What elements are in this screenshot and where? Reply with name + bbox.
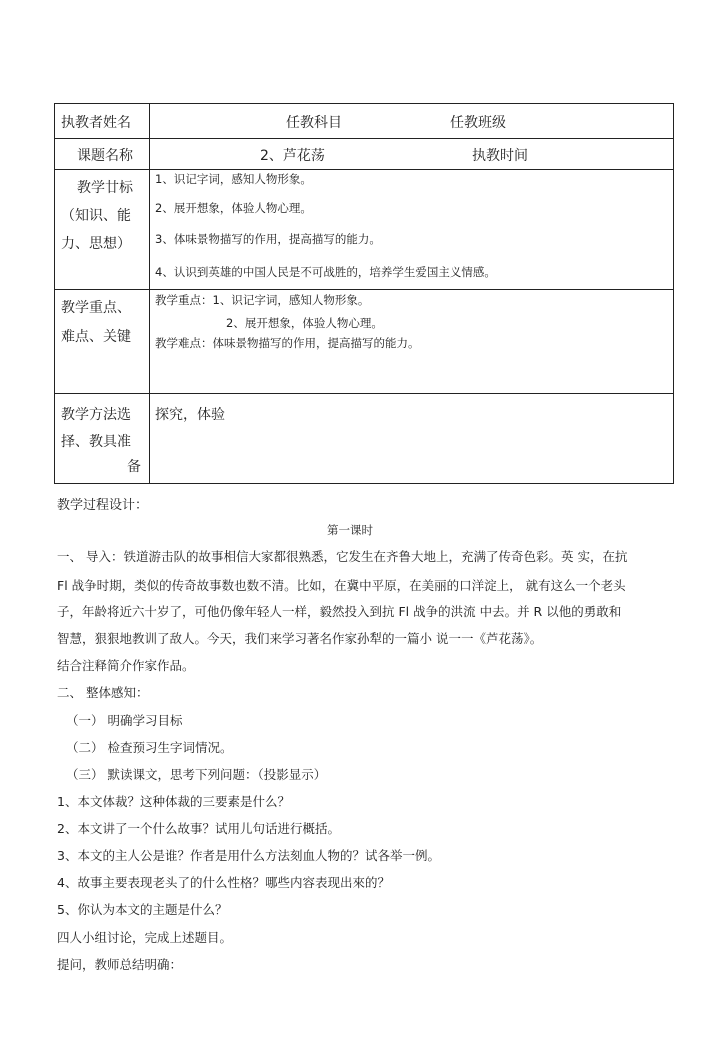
paragraph-line-14: 5、你认为本文的主题是什么？ — [57, 902, 228, 917]
keypoint-line-3: 教学难点：体味景物描写的作用，提高描写的能力。 — [155, 336, 420, 350]
process-heading: 教学过程设计： — [57, 498, 149, 513]
time-label: 执教时间 — [472, 148, 528, 164]
teacher-name-label-cell — [55, 104, 150, 139]
objectives-label-cell — [55, 170, 150, 290]
methods-label-cell — [55, 394, 150, 484]
keypoints-label-line-1: 教学重点、 — [61, 300, 131, 316]
objectives-label-line-3: 力、思想） — [61, 236, 131, 252]
paragraph-line-1: 一、 导入：铁道游击队的故事相信大家都很熟悉，它发生在齐鲁大地上，充满了传奇色彩。英 实，在抗 — [57, 549, 628, 564]
topic-time-cell — [150, 139, 674, 170]
keypoints-content-cell — [150, 290, 674, 394]
objectives-label-line-1: 教学廿标 — [77, 180, 133, 196]
topic-value: 2、芦花荡 — [260, 148, 325, 164]
paragraph-line-11: 2、本文讲了一个什么故事？试用儿句话进行概括。 — [57, 821, 340, 836]
topic-label: 课题名称 — [77, 148, 133, 164]
paragraph-line-5: 结合注释简介作家作品。 — [57, 658, 195, 673]
keypoint-line-1: 教学重点：1、识记字词，感知人物形象。 — [155, 293, 370, 307]
keypoints-label-line-2: 难点、关键 — [61, 329, 131, 345]
methods-label-line-2: 择、教具准 — [61, 434, 131, 450]
paragraph-line-13: 4、故事主要表现老头了的什么性格？哪些内容表现出來的？ — [57, 875, 390, 890]
methods-value: 探究，体验 — [155, 407, 225, 423]
objective-item-2: 2、展开想象，体验人物心理。 — [155, 201, 312, 215]
objective-item-3: 3、体味景物描写的作用，提高描写的能力。 — [155, 232, 381, 246]
objectives-content-cell — [150, 170, 674, 290]
topic-label-cell — [55, 139, 150, 170]
teacher-name-label: 执教者姓名 — [61, 115, 131, 131]
objective-item-4: 4、认识到英雄的中国人民是不可战胜的，培养学生爱国主义情感。 — [155, 265, 496, 279]
paragraph-line-12: 3、本文的主人公是谁？作者是用什么方法刻血人物的？试各举一例。 — [57, 848, 440, 863]
paragraph-line-2: Fl 战争时期，类似的传奇故事数也数不清。比如，在冀中平原，在美丽的口洋淀上， 就有这么一个老头 — [57, 578, 626, 593]
paragraph-line-4: 智慧，狠狠地教训了敌人。今天，我们来学习著名作家孙犁的一篇小 说一一《芦花荡》。 — [57, 631, 543, 646]
objectives-label-line-2: （知识、能 — [61, 208, 131, 224]
methods-content-cell — [150, 394, 674, 484]
subject-label: 任教科目 — [286, 115, 342, 131]
lesson-plan-table — [54, 103, 674, 484]
lesson-title: 第一课时 — [327, 523, 373, 537]
paragraph-line-7: （一） 明确学习目标 — [66, 713, 183, 728]
paragraph-line-15: 四人小组讨论，完成上述题目。 — [57, 930, 233, 945]
paragraph-line-16: 提问，教师总结明确： — [57, 957, 183, 972]
keypoints-label-cell — [55, 290, 150, 394]
paragraph-line-9: （三） 默读课文，思考下列问题：（投影显示） — [66, 767, 327, 782]
paragraph-line-3: 子，年龄将近六十岁了，可他仍像年轻人一样，毅然投入到抗 Fl 战争的洪流 中去。并 R 以他的勇敢和 — [57, 604, 622, 619]
paragraph-line-10: 1、本文体裁？这种体裁的三要素是什么？ — [57, 794, 290, 809]
keypoint-line-2: 2、展开想象，体验人物心理。 — [226, 316, 383, 330]
class-label: 任教班级 — [450, 115, 506, 131]
subject-class-cell — [150, 104, 674, 139]
objective-item-1: 1、识记字词，感知人物形象。 — [155, 172, 312, 186]
methods-label-line-1: 教学方法选 — [61, 407, 131, 423]
methods-label-line-3: 备 — [127, 459, 141, 475]
paragraph-line-8: （二） 检查预习生字词情况。 — [66, 740, 233, 755]
paragraph-line-6: 二、 整体感知： — [57, 685, 149, 700]
